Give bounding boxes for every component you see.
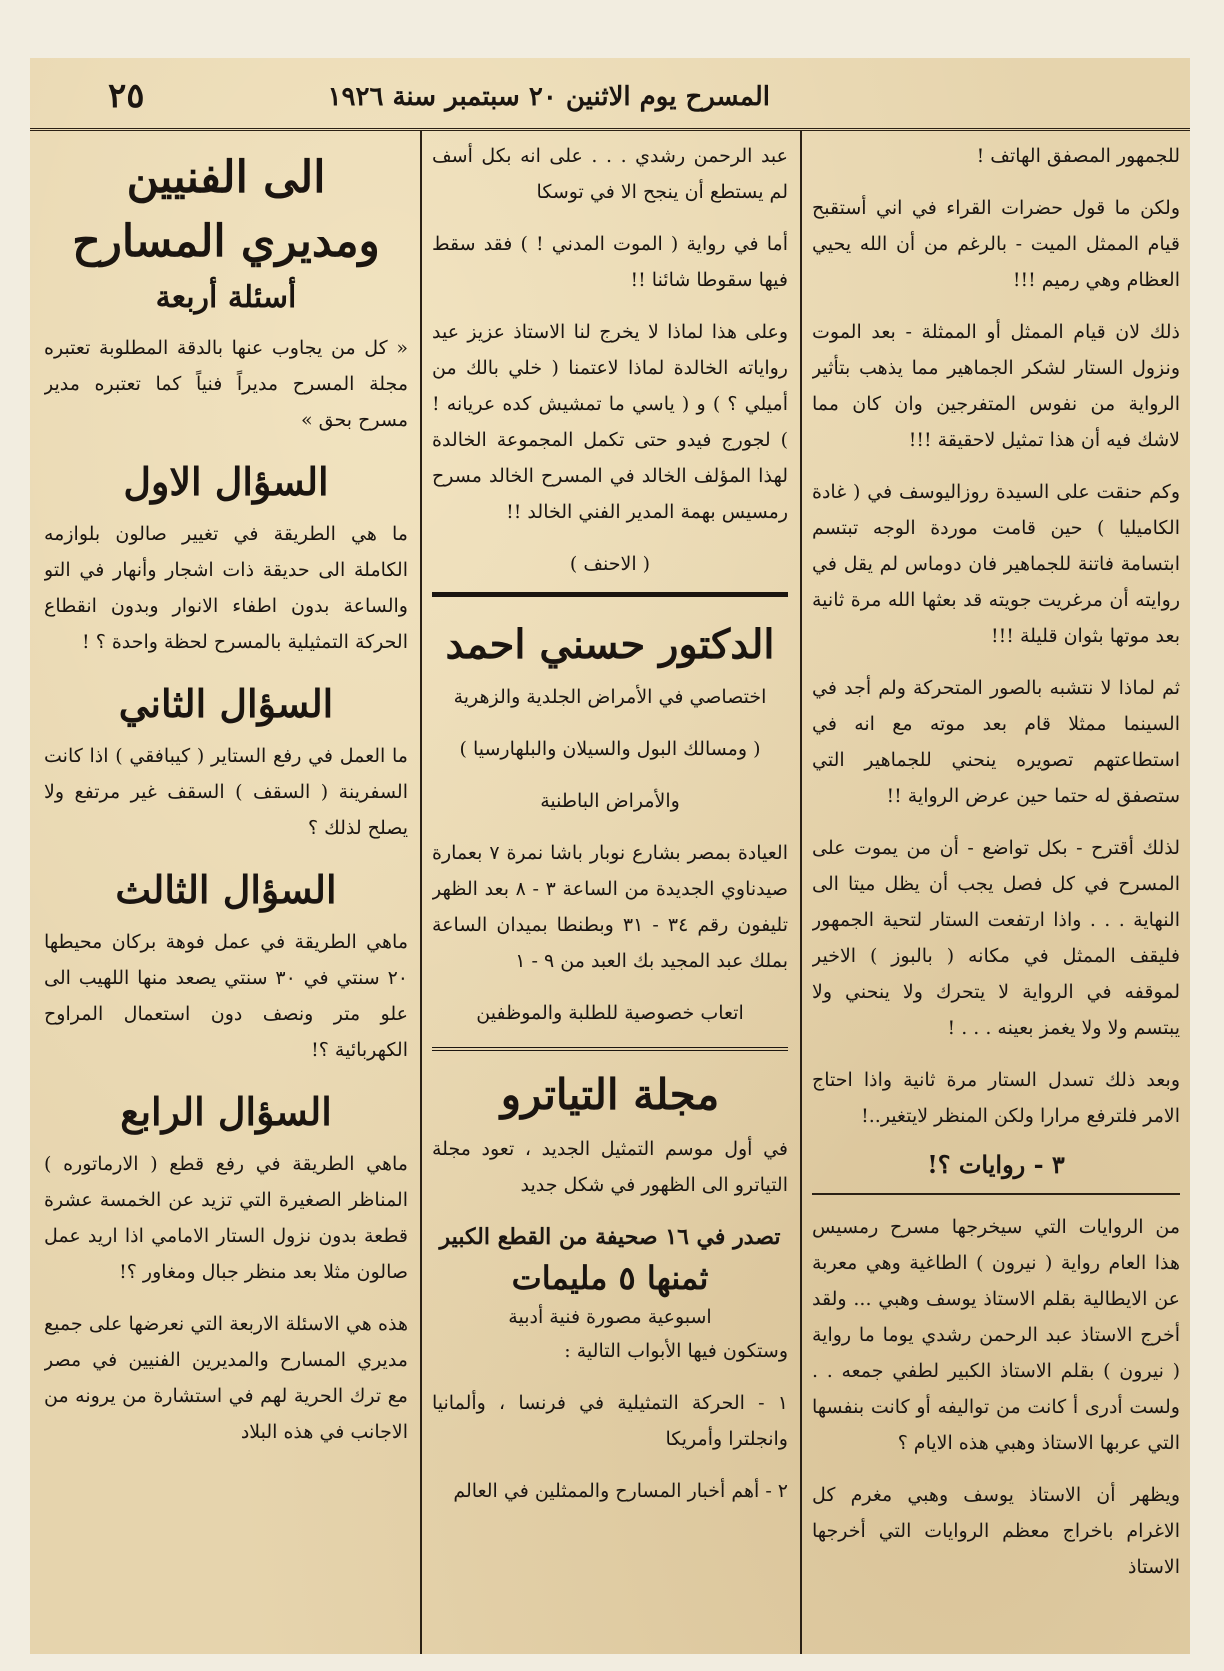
- doctor-specialty: ( ومسالك البول والسيلان والبلهارسيا ): [459, 738, 761, 760]
- page-header: [30, 70, 1190, 130]
- paragraph: أما في رواية ( الموت المدني ! ) فقد سقط فيها سقوطا شائنا !!: [432, 233, 788, 291]
- question-title: السؤال الاول: [123, 459, 329, 504]
- section-separator: [812, 1193, 1180, 1195]
- paragraph: لذلك أقترح - بكل تواضع - أن من يموت على المسرح في كل فصل يجب أن يظل ميتا الى النهاية . . . واذا ارتفعت الستار لتحية الجمهور فليقف الممثل في مكانه ( بالبوز ) الاخير لموقفه في الرواية لا يتحرك ولا ينحني ولا يبتسم ولا ولا يغمز بعينه . . . !: [812, 837, 1180, 1039]
- question-title: السؤال الثالث: [115, 867, 337, 912]
- doctor-specialty: اختصاصي في الأمراض الجلدية والزهرية: [453, 686, 767, 708]
- magazine-sections-intro: وستكون فيها الأبواب التالية :: [564, 1340, 788, 1362]
- fees-note: اتعاب خصوصية للطلبة والموظفين: [476, 1002, 744, 1024]
- magazine-price: ثمنها ٥ مليمات: [511, 1259, 709, 1297]
- question-title: السؤال الثاني: [118, 681, 334, 726]
- paragraph: وعلى هذا لماذا لا يخرج لنا الاستاذ عزيز عيد رواياته الخالدة لماذا لاعتمنا ( خلي بالك من أميلي ؟ ) و ( ياسي ما تمشيش كده عريانه ! ) لجورج فيدو حتى تكمل المجموعة الخالدة لهذا المؤلف الخالد في المسرح الخالد مسرح رمسيس بهمة المدير الفني الخالد !!: [432, 321, 788, 523]
- magazine-section-item: ١ - الحركة التمثيلية في فرنسا ، وألمانيا وانجلترا وأمريكا: [432, 1392, 788, 1450]
- doctor-advertisement: [432, 619, 788, 1031]
- ad-separator: [432, 592, 788, 597]
- paragraph: وبعد ذلك تسدل الستار مرة ثانية واذا احتاج الامر فلترفع مرارا ولكن المنظر لايتغير..!: [812, 1069, 1180, 1127]
- paragraph: ثم لماذا لا نتشبه بالصور المتحركة ولم أجد في السينما ممثلا قام بعد موته مع انه في استطاعتهم تصويره ينحني للجماهير التي ستصفق له حتما حين عرض الرواية !!: [812, 677, 1180, 807]
- paragraph: عبد الرحمن رشدي . . . على انه بكل أسف لم يستطع أن ينجح الا في توسكا: [432, 145, 788, 203]
- column-middle: [432, 138, 788, 1648]
- magazine-weekly: اسبوعية مصورة فنية أدبية: [508, 1306, 712, 1328]
- question-text: ماهي الطريقة في رفع قطع ( الارماتوره ) المناظر الصغيرة التي تزيد عن الخمسة عشرة قطعة بدون نزول الستار الامامي اذا اريد عمل صالون مثلا بعد منظر جبال ومغاور ؟!: [44, 1153, 408, 1283]
- header-rule: [30, 128, 1190, 131]
- paragraph: من الروايات التي سيخرجها مسرح رمسيس هذا العام رواية ( نيرون ) الطاغية وهي معربة عن الايطالية بقلم الاستاذ يوسف وهبي ... ولقد أخرج الاستاذ عبد الرحمن رشدي يوما ما رواية ( نيرون ) بقلم الاستاذ الكبير لطفي جمعه . . ولست أدرى أ كانت من تواليفه أو كانت بنفسها التي عربها الاستاذ وهبي هذه الايام ؟: [812, 1216, 1180, 1454]
- article-heading: أسئلة أربعة: [155, 280, 297, 315]
- column-divider-right: [800, 130, 802, 1654]
- section-title: ٣ - روايات ؟!: [927, 1150, 1065, 1179]
- column-right: [812, 138, 1180, 1648]
- closing-paragraph: هذه هي الاسئلة الاربعة التي نعرضها على جميع مديري المسارح والمديرين الفنيين في مصر مع ترك الحرية لهم في استشارة من يرونه من الاجانب في هذه البلاد: [44, 1313, 408, 1443]
- question-text: ما هي الطريقة في تغيير صالون بلوازمه الكاملة الى حديقة ذات اشجار وأنهار في التو والساعة بدون اطفاء الانوار وبدون انقطاع الحركة التمثيلية بالمسرح لحظة واحدة ؟ !: [44, 523, 408, 653]
- article-signature: ( الاحنف ): [569, 553, 651, 575]
- magazine-intro: في أول موسم التمثيل الجديد ، تعود مجلة التياترو الى الظهور في شكل جديد: [432, 1138, 788, 1196]
- magazine-section-item: ٢ - أهم أخبار المسارح والممثلين في العالم: [453, 1480, 788, 1502]
- column-divider-left: [420, 130, 422, 1654]
- doctor-name: الدكتور حسني احمد: [445, 621, 775, 668]
- paragraph: ويظهر أن الاستاذ يوسف وهبي مغرم كل الاغرام باخراج معظم الروايات التي أخرجها الاستاذ: [812, 1484, 1180, 1578]
- article-title: الى الفنيين: [126, 152, 326, 203]
- question-text: ما العمل في رفع الستاير ( كيبافقي ) اذا كانت السفرينة ( السقف ) السقف غير مرتفع ولا يصلح لذلك ؟: [44, 745, 408, 839]
- clinic-address: العيادة بمصر بشارع نوبار باشا نمرة ٧ بعمارة صيدناوي الجديدة من الساعة ٣ - ٨ بعد الظهر تليفون رقم ٣٤ - ٣١ وبطنطا بميدان الساعة بملك عبد المجيد بك العبد من ٩ - ١: [432, 842, 788, 972]
- question-text: ماهي الطريقة في عمل فوهة بركان محيطها ٢٠ سنتي في ٣٠ سنتي يصعد منها اللهيب الى علو متر ونصف دون استعمال المراوح الكهربائية ؟!: [44, 931, 408, 1061]
- paragraph: ولكن ما قول حضرات القراء في اني أستقبح قيام الممثل الميت - بالرغم من أن الله يحيي العظام وهي رميم !!!: [812, 197, 1180, 291]
- article-subtitle: ومديري المسارح: [72, 216, 380, 267]
- magazine-advertisement: [432, 1069, 788, 1509]
- newspaper-page: [30, 58, 1190, 1654]
- header-title: المسرح يوم الاثنين ٢٠ سبتمبر سنة ١٩٢٦: [327, 82, 770, 112]
- paragraph: وكم حنقت على السيدة روزاليوسف في ( غادة الكاميليا ) حين قامت موردة الوجه تبتسم ابتسامة فاتنة للجماهير فان دوماس لم يقل في روايته أن مرغريت جويته قد بعثها الله مرة ثانية بعد موتها بثوان قليلة !!!: [812, 481, 1180, 647]
- paragraph: ذلك لان قيام الممثل أو الممثلة - بعد الموت ونزول الستار لشكر الجماهير مما يذهب بتأثير الرواية من نفوس المتفرجين وان كان مما لاشك فيه أن هذا تمثيل لاحقيقة !!!: [812, 321, 1180, 451]
- ad-separator: [432, 1047, 788, 1051]
- article-intro: « كل من يجاوب عنها بالدقة المطلوبة تعتبره مجلة المسرح مديراً فنياً كما تعتبره مدير مسرح بحق »: [44, 337, 408, 431]
- doctor-specialty: والأمراض الباطنية: [540, 790, 680, 812]
- page-number: ٢٥: [108, 76, 145, 116]
- column-left: [44, 138, 408, 1648]
- question-title: السؤال الرابع: [120, 1089, 332, 1134]
- paragraph: للجمهور المصفق الهاتف !: [976, 145, 1180, 167]
- magazine-title: مجلة التياترو: [500, 1070, 720, 1119]
- magazine-pages: تصدر في ١٦ صحيفة من القطع الكبير: [439, 1224, 781, 1250]
